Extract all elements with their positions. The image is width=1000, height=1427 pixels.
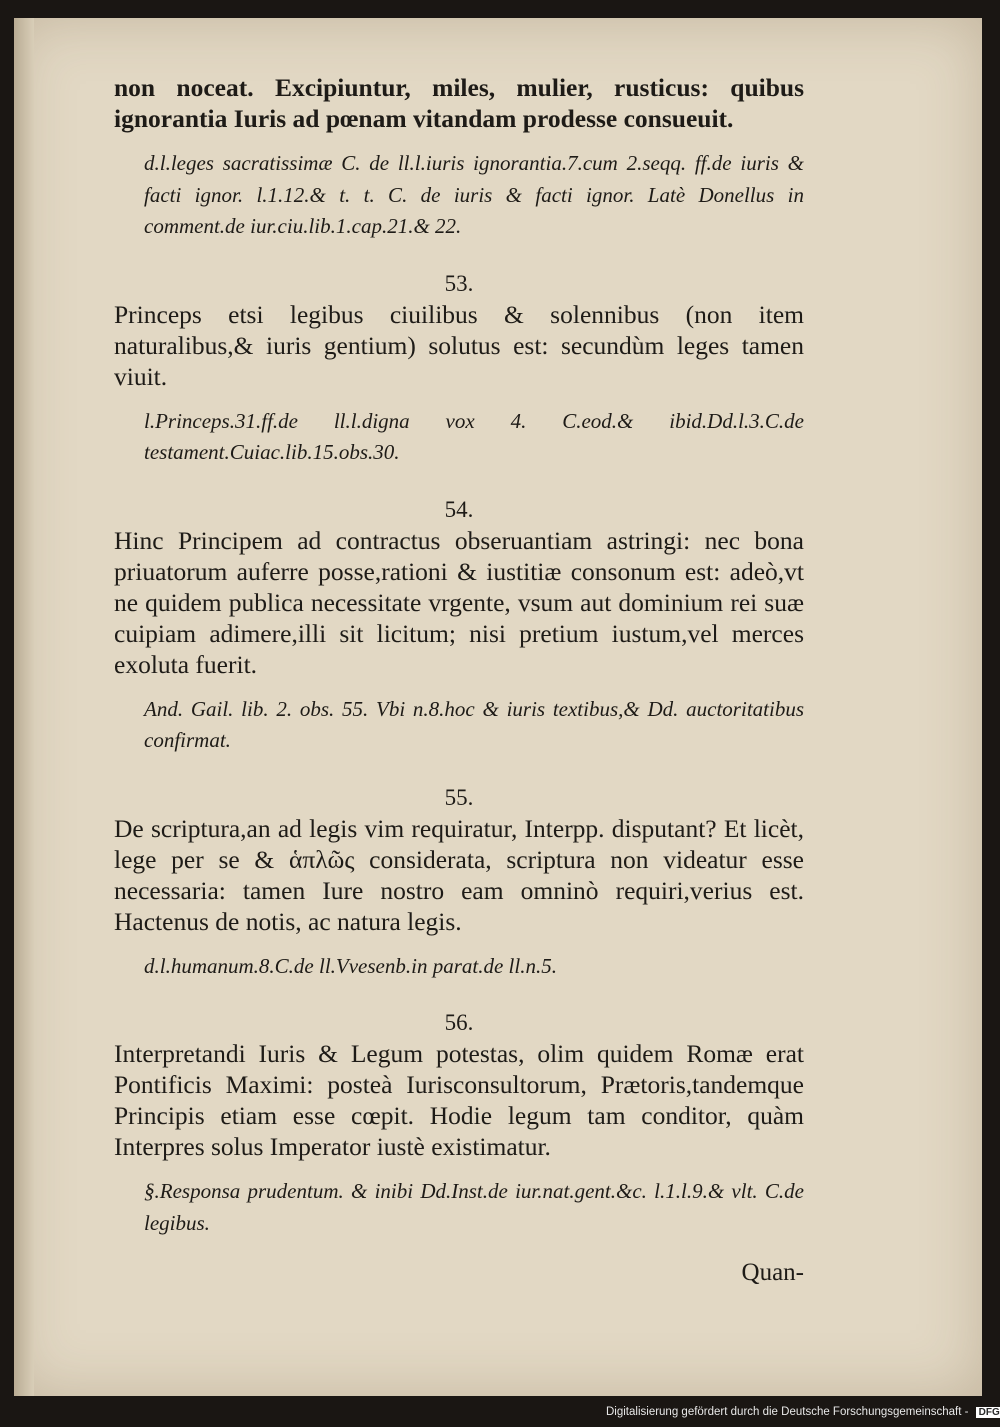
- paragraph-number: 56.: [444, 1010, 474, 1035]
- page-body: [114, 72, 804, 1287]
- paragraph-number: 54.: [444, 496, 474, 522]
- paragraph-number: 53.: [444, 270, 474, 296]
- paragraph-number: 55.: [444, 784, 474, 810]
- citation-text: d.l.leges sacratissimæ C. de ll.l.iuris ignorantia.7.cum 2.seqq. ff.de iuris & facti ignor. l.1.12.& t. t. C. de iuris & facti ignor. Latè Donellus in comment.de iur.ciu.lib.1.cap.21.& 22.: [144, 151, 804, 238]
- citation-text: d.l.humanum.8.C.de ll.Vvesenb.in parat.de ll.n.5.: [144, 953, 557, 978]
- catchword: Quan-: [741, 1259, 804, 1286]
- paragraph-text: Interpretandi Iuris & Legum potestas, olim quidem Romæ erat Pontificis Maximi: posteà Iurisconsultorum, Prætoris,tandemque Principis etiam esse cœpit. Hodie legum tam conditor, quàm Interpres solus Imperator iustè existimatur.: [114, 1039, 804, 1161]
- citation-text: §.Responsa prudentum. & inibi Dd.Inst.de iur.nat.gent.&c. l.1.l.9.& vlt. C.de legibus.: [144, 1179, 804, 1235]
- page-spine-shadow: [14, 18, 34, 1396]
- paragraph-text: Princeps etsi legibus ciuilibus & solennibus (non item naturalibus,& iuris gentium) solutus est: secundùm leges tamen viuit.: [114, 299, 804, 391]
- digitization-footer: [606, 1406, 1000, 1418]
- paragraph-text: non noceat. Excipiuntur, miles, mulier, rusticus: quibus ignorantia Iuris ad pœnam vitandam prodesse consueuit.: [114, 73, 804, 133]
- paragraph-text: Hinc Principem ad contractus obseruantiam astringi: nec bona priuatorum auferre posse,rationi & iustitiæ consonum est: adeò,vt ne quidem publica necessitate vrgente, vsum aut dominium rei suæ cuipiam adimere,illi sit licitum; nisi pretium iustum,vel merces exoluta fuerit.: [114, 525, 804, 679]
- paragraph-text: De scriptura,an ad legis vim requiratur, Interpp. disputant? Et licèt, lege per se & ἁπλῶς considerata, scriptura non videatur esse necessaria: tamen Iure nostro eam omninò requiri,verius est. Hactenus de notis, ac natura legis.: [114, 813, 804, 936]
- citation-text: l.Princeps.31.ff.de ll.l.digna vox 4. C.eod.& ibid.Dd.l.3.C.de testament.Cuiac.lib.15.obs.30.: [144, 408, 804, 464]
- dfg-logo: DFG: [976, 1407, 1000, 1418]
- footer-text: Digitalisierung gefördert durch die Deutsche Forschungsgemeinschaft -: [606, 1406, 969, 1418]
- citation-text: And. Gail. lib. 2. obs. 55. Vbi n.8.hoc & iuris textibus,& Dd. auctoritatibus confirmat.: [144, 696, 804, 752]
- book-page: [14, 18, 982, 1396]
